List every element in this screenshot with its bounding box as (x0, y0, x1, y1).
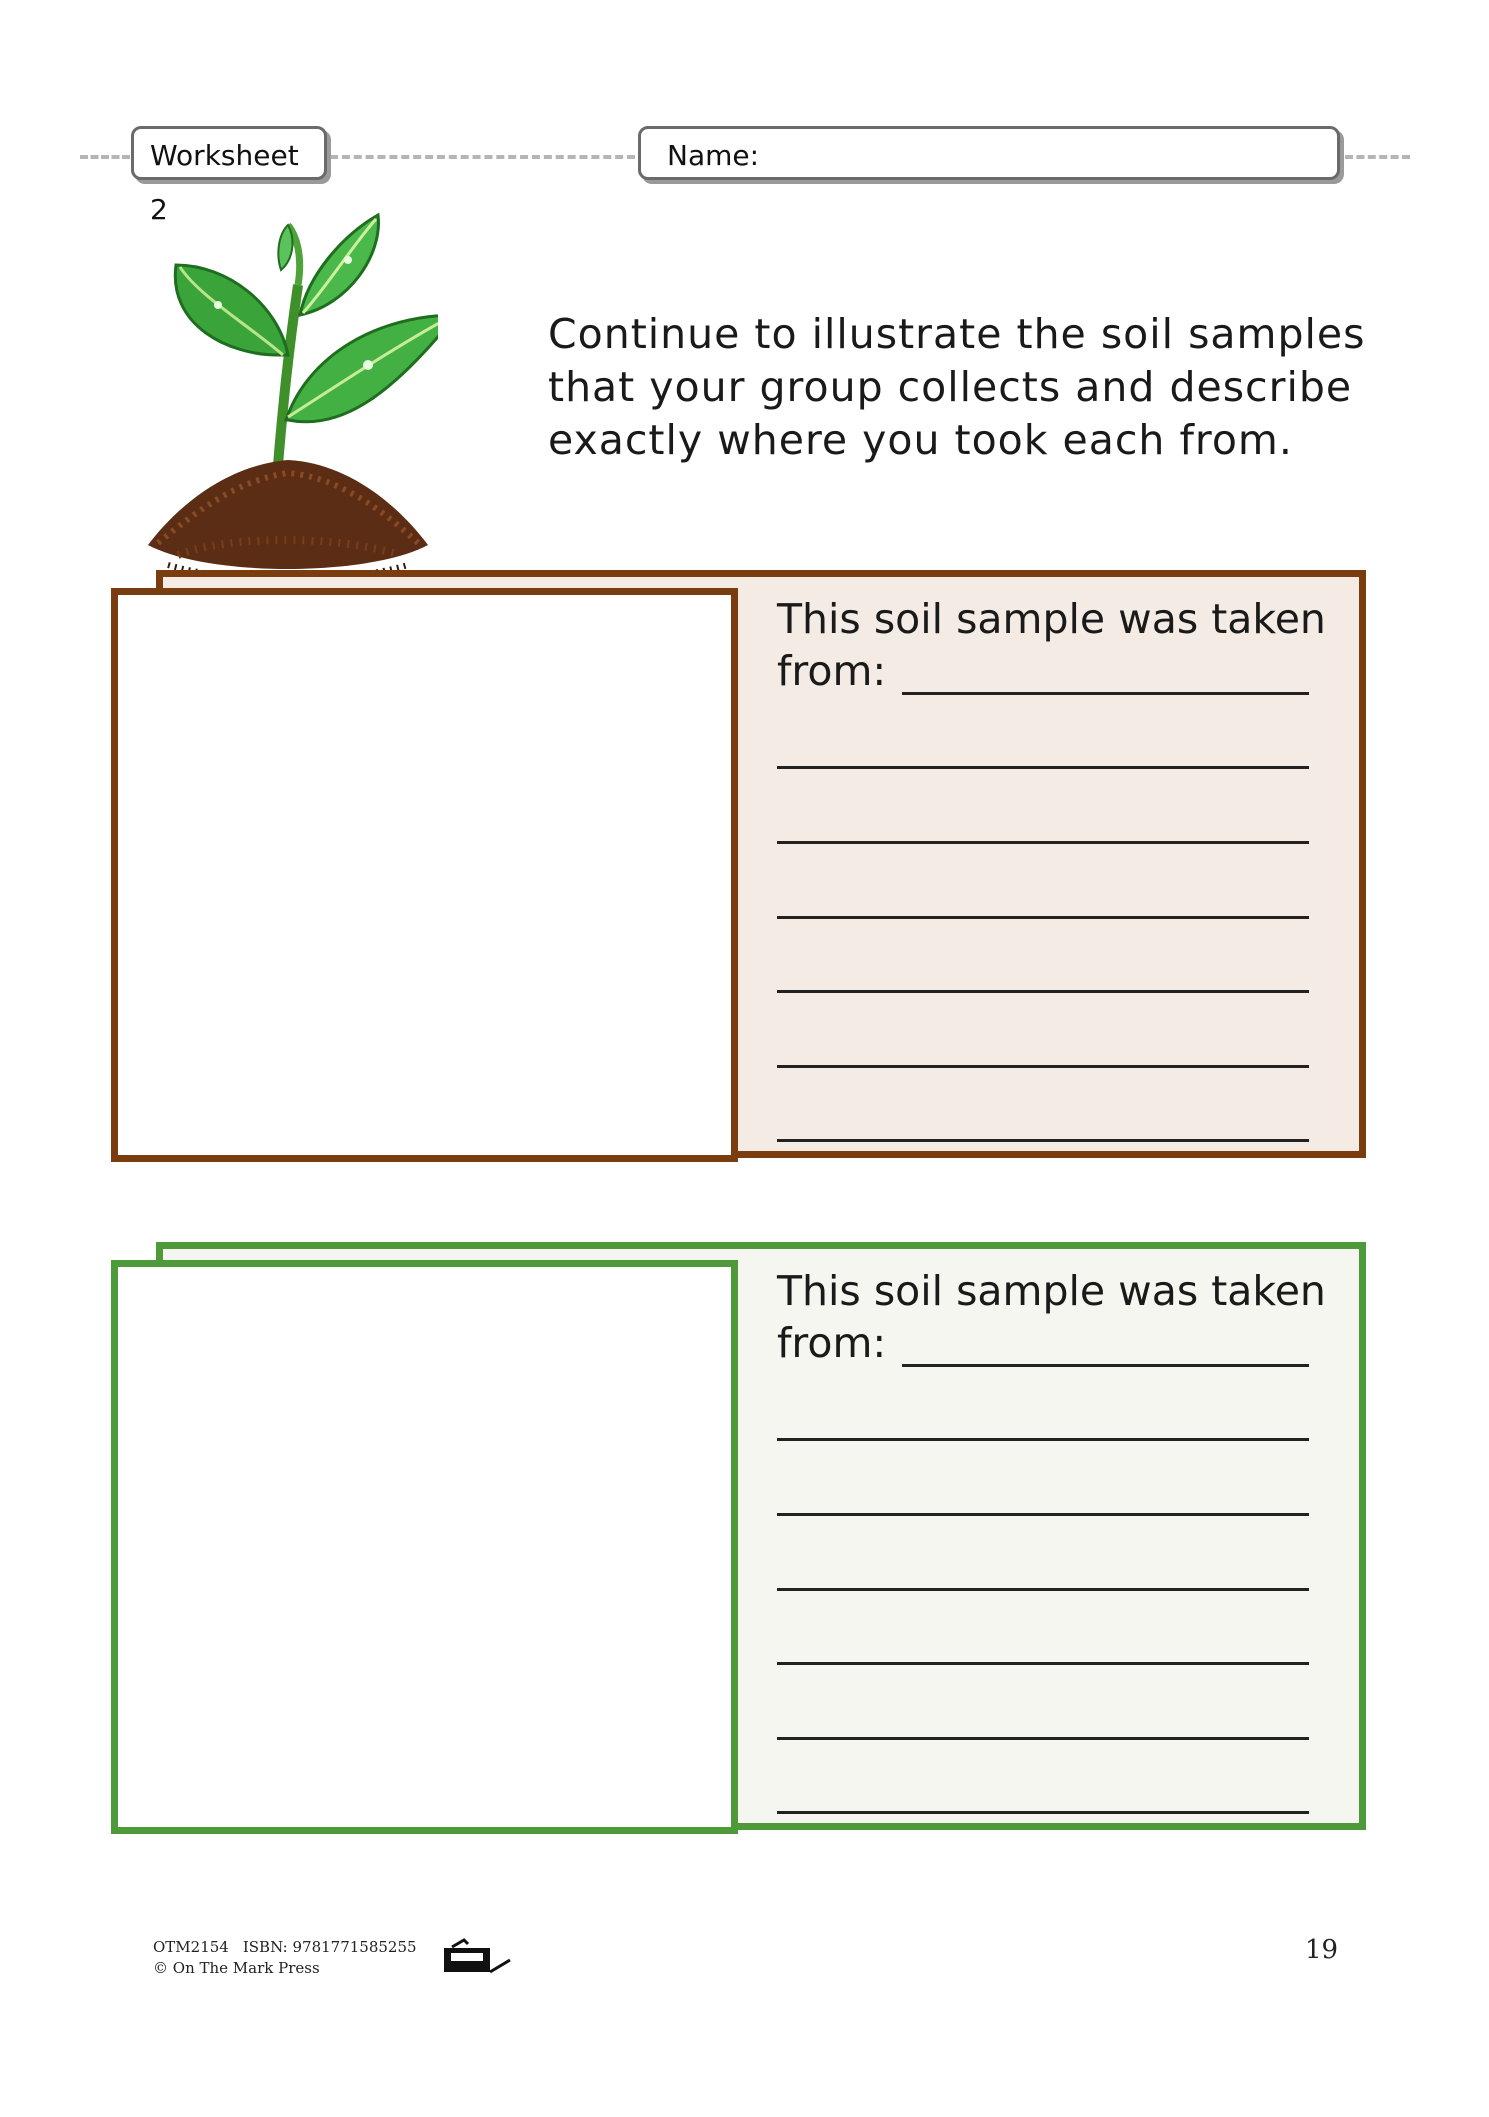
header-dash-right (1345, 155, 1410, 159)
name-field[interactable] (638, 126, 1340, 180)
sample-1-writing-line[interactable] (777, 1065, 1309, 1068)
sample-2-writing-line[interactable] (777, 1588, 1309, 1591)
sample-2-drawing-box[interactable] (111, 1260, 738, 1834)
sample-1-writing-line[interactable] (777, 766, 1309, 769)
page-number: 19 (1305, 1935, 1339, 1965)
seedling-in-soil-illustration (138, 205, 438, 590)
sample-2-writing-line[interactable] (777, 1811, 1309, 1814)
header-dash-middle (330, 155, 635, 159)
name-field-label: Name: (667, 139, 760, 172)
sample-2-from-line[interactable] (902, 1364, 1309, 1367)
sample-1-drawing-box[interactable] (111, 588, 738, 1162)
sample-1-writing-line[interactable] (777, 916, 1309, 919)
instructions-text: Continue to illustrate the soil samples that your group collects and describe exactly where you took each from. (548, 310, 1366, 464)
sample-2-prompt: This soil sample was taken from: (777, 1267, 1326, 1367)
sample-1-writing-line[interactable] (777, 1139, 1309, 1142)
footer-codes (153, 1937, 431, 1979)
sample-2-writing-line[interactable] (777, 1662, 1309, 1665)
sample-1-writing-line[interactable] (777, 841, 1309, 844)
sample-2-writing-line[interactable] (777, 1438, 1309, 1441)
isbn: ISBN: 9781771585255 (242, 1938, 417, 1956)
header-dash-left (80, 155, 130, 159)
sample-1-writing-line[interactable] (777, 990, 1309, 993)
sample-2-writing-line[interactable] (777, 1737, 1309, 1740)
product-code: OTM2154 (153, 1938, 229, 1956)
worksheet-label (131, 126, 327, 226)
publisher-logo-icon (442, 1938, 512, 1976)
copyright: © On The Mark Press (153, 1959, 320, 1977)
sample-1-from-line[interactable] (902, 692, 1309, 695)
worksheet-label-text: Worksheet 2 (150, 139, 299, 226)
sample-1-prompt: This soil sample was taken from: (777, 595, 1326, 695)
sample-2-writing-line[interactable] (777, 1513, 1309, 1516)
